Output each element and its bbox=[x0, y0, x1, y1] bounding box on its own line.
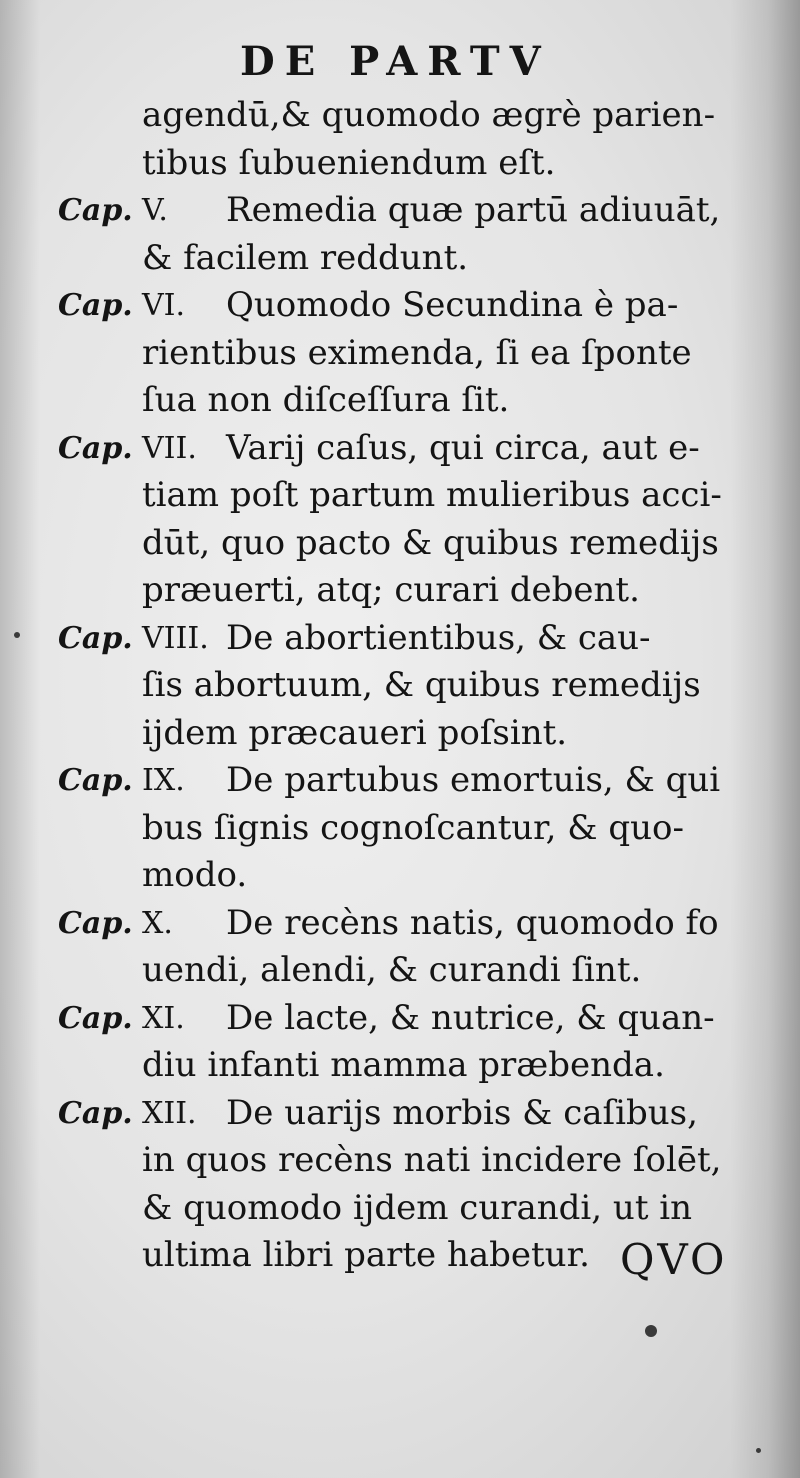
chapter-number: V. bbox=[142, 193, 168, 228]
chapter-line bbox=[58, 330, 758, 378]
chapter-line bbox=[58, 472, 758, 520]
chapter-title-text: in quos recèns nati incidere ſolēt, bbox=[142, 1140, 722, 1180]
chapter-number: XI. bbox=[142, 1000, 185, 1036]
chapter-title-text: Quomodo Secundina è pa- bbox=[226, 285, 679, 325]
chapter-title-text: Varij caſus, qui circa, aut e- bbox=[226, 427, 700, 468]
chapter-line bbox=[58, 1090, 758, 1138]
chapter-title-text: tibus ſubueniendum eſt. bbox=[142, 142, 556, 183]
chapter-line bbox=[58, 805, 758, 853]
chapter-title-text: diu infanti mamma præbenda. bbox=[142, 1045, 665, 1085]
chapter-line bbox=[58, 662, 758, 710]
chapter-title-text: De recèns natis, quomodo fo bbox=[226, 902, 719, 943]
chapter-title-text: De lacte, & nutrice, & quan- bbox=[226, 997, 715, 1038]
chapter-number: IX. bbox=[142, 763, 185, 798]
chapter-number: XII. bbox=[142, 1095, 197, 1131]
ink-speck bbox=[14, 632, 20, 638]
chapter-number: VI. bbox=[142, 288, 186, 323]
chapter-title-text: ultima libri parte habetur. bbox=[142, 1235, 590, 1275]
chapter-line bbox=[58, 282, 758, 330]
chapter-title-text: Remedia quæ partū adiuuāt, bbox=[226, 190, 721, 230]
chapter-title-text: De partubus emortuis, & qui bbox=[226, 760, 721, 800]
ink-speck bbox=[756, 1448, 761, 1453]
chapter-list bbox=[58, 92, 758, 1280]
chapter-title-text: & quomodo ijdem curandi, ut in bbox=[142, 1187, 693, 1228]
chapter-title-text: modo. bbox=[142, 855, 248, 895]
chapter-title-text: bus ſignis cognoſcantur, & quo- bbox=[142, 807, 684, 848]
chapter-line bbox=[58, 1042, 758, 1090]
ink-speck bbox=[645, 1325, 657, 1337]
chapter-label: Cap. bbox=[58, 620, 133, 656]
chapter-line bbox=[58, 520, 758, 568]
chapter-title-text: uendi, alendi, & curandi ſint. bbox=[142, 950, 642, 990]
chapter-line bbox=[58, 995, 758, 1043]
chapter-title-text: & facilem reddunt. bbox=[142, 237, 469, 278]
chapter-line bbox=[58, 947, 758, 995]
catchword: QVO bbox=[620, 1235, 728, 1284]
chapter-line bbox=[58, 377, 758, 425]
chapter-label: Cap. bbox=[58, 288, 133, 323]
chapter-line bbox=[58, 235, 758, 283]
chapter-line bbox=[58, 757, 758, 805]
chapter-title-text: De uarijs morbis & caſibus, bbox=[226, 1092, 698, 1133]
chapter-line bbox=[58, 900, 758, 948]
chapter-number: VIII. bbox=[142, 620, 209, 656]
chapter-title-text: De abortientibus, & cau- bbox=[226, 617, 651, 658]
chapter-number: VII. bbox=[142, 430, 197, 466]
chapter-line bbox=[58, 1137, 758, 1185]
chapter-line bbox=[58, 615, 758, 663]
chapter-label: Cap. bbox=[58, 193, 133, 228]
chapter-label: Cap. bbox=[58, 1000, 133, 1036]
chapter-line bbox=[58, 710, 758, 758]
chapter-line bbox=[58, 92, 758, 140]
chapter-line bbox=[58, 852, 758, 900]
chapter-label: Cap. bbox=[58, 905, 133, 941]
chapter-title-text: rientibus eximenda, ſi ea ſponte bbox=[142, 332, 692, 373]
chapter-line bbox=[58, 140, 758, 188]
chapter-title-text: ijdem præcaueri poſsint. bbox=[142, 712, 568, 753]
chapter-number: X. bbox=[142, 905, 173, 941]
chapter-title-text: ſis abortuum, & quibus remedijs bbox=[142, 665, 701, 705]
left-edge-shadow bbox=[0, 0, 40, 1478]
chapter-line bbox=[58, 187, 758, 235]
chapter-title-text: tiam poſt partum mulieribus acci- bbox=[142, 475, 722, 515]
chapter-line bbox=[58, 567, 758, 615]
chapter-label: Cap. bbox=[58, 763, 133, 798]
chapter-line bbox=[58, 425, 758, 473]
chapter-title-text: ſua non diſceſſura ſit. bbox=[142, 380, 510, 420]
chapter-line bbox=[58, 1185, 758, 1233]
chapter-title-text: dūt, quo pacto & quibus remedijs bbox=[142, 522, 719, 563]
running-head: DE PARTV bbox=[240, 38, 551, 85]
chapter-label: Cap. bbox=[58, 1095, 133, 1131]
chapter-label: Cap. bbox=[58, 430, 133, 466]
chapter-title-text: agendū,& quomodo ægrè parien- bbox=[142, 95, 716, 135]
chapter-title-text: præuerti, atq; curari debent. bbox=[142, 570, 640, 610]
